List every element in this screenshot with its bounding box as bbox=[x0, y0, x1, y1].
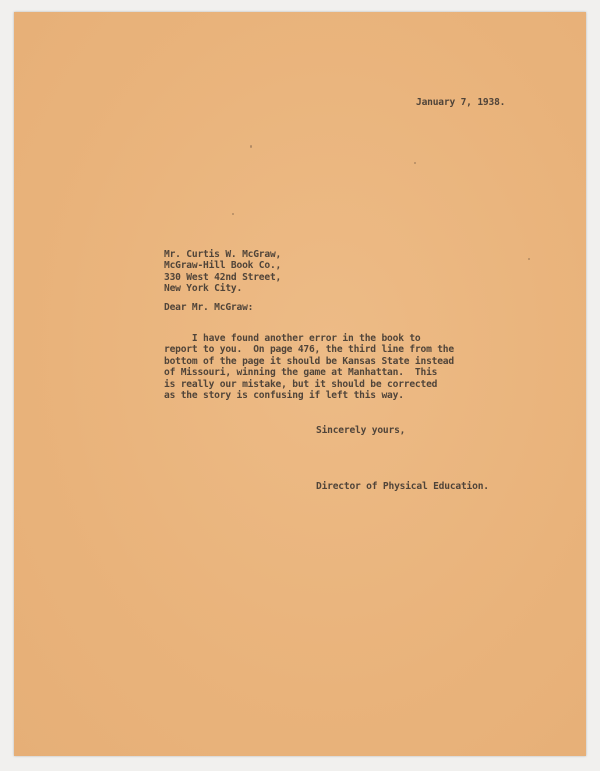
paper-speck bbox=[414, 162, 416, 164]
body-line: bottom of the page it should be Kansas State instead bbox=[164, 355, 454, 367]
paper-speck bbox=[250, 145, 252, 148]
body-line: I have found another error in the book to bbox=[164, 333, 421, 344]
paper-speck bbox=[528, 258, 530, 260]
paper-speck bbox=[232, 213, 234, 215]
address-line: McGraw-Hill Book Co., bbox=[164, 260, 282, 272]
salutation: Dear Mr. McGraw: bbox=[164, 302, 254, 313]
address-line: Mr. Curtis W. McGraw, bbox=[164, 249, 282, 260]
body-line: is really our mistake, but it should be corrected bbox=[164, 378, 438, 390]
address-line: 330 West 42nd Street, bbox=[164, 271, 282, 283]
letter-body bbox=[164, 333, 454, 401]
letter-page bbox=[14, 12, 586, 756]
complimentary-closing: Sincerely yours, bbox=[316, 425, 406, 436]
body-line: of Missouri, winning the game at Manhattan. This bbox=[164, 367, 438, 379]
signature-title: Director of Physical Education. bbox=[316, 481, 489, 492]
recipient-address bbox=[164, 249, 281, 295]
letter-date: January 7, 1938. bbox=[416, 97, 506, 108]
address-line: New York City. bbox=[164, 283, 243, 295]
body-line: report to you. On page 476, the third line from the bbox=[164, 344, 454, 356]
body-line: as the story is confusing if left this way. bbox=[164, 390, 404, 402]
